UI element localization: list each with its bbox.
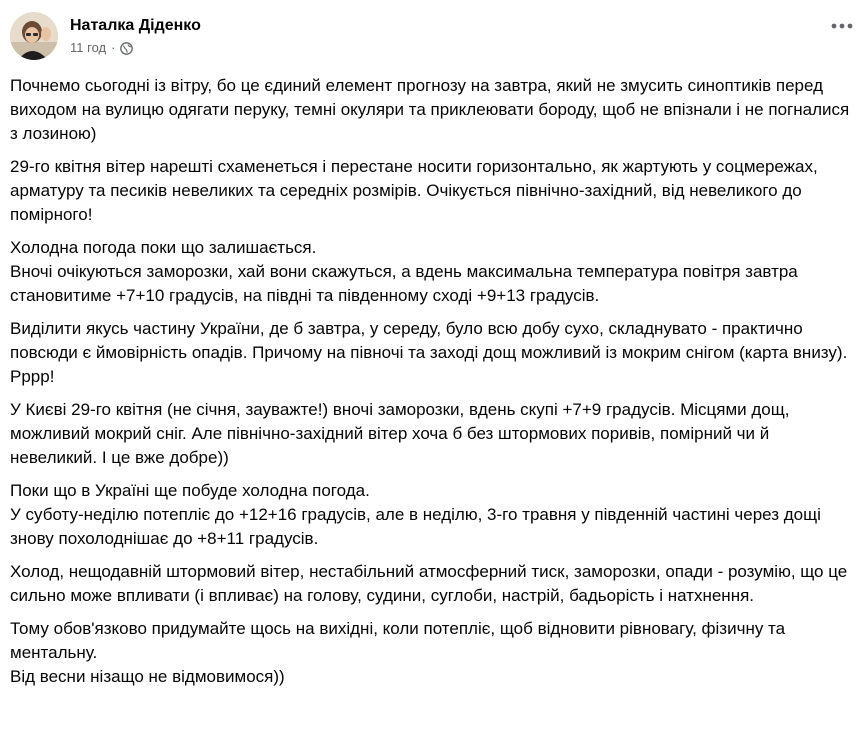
more-options-icon[interactable] bbox=[824, 14, 860, 38]
post-paragraph bbox=[10, 617, 856, 689]
post-meta bbox=[70, 12, 201, 56]
post-timestamp[interactable]: 11 год bbox=[70, 40, 107, 55]
paragraph-line: Виділити якусь частину України, де б завтра, у середу, було всю добу сухо, складнувато - практично повсюди є ймовірність опадів. Причому на півночі та заході дощ можливий із мокрим снігом (карта внизу). Рррр! bbox=[10, 319, 848, 386]
post-body bbox=[10, 74, 856, 698]
paragraph-line: Поки що в Україні ще побуде холодна погода. bbox=[10, 481, 370, 500]
paragraph-line: У Києві 29-го квітня (не січня, зауважте!) вночі заморозки, вдень скупі +7+9 градусів. Місцями дощ, можливий мокрий сніг. Але північно-західний вітер хоча б без штормових поривів, помірний чи й невеликий. І це вже добре)) bbox=[10, 400, 790, 467]
post-header bbox=[10, 12, 848, 68]
author-avatar[interactable] bbox=[10, 12, 58, 60]
post-paragraph bbox=[10, 74, 856, 146]
post-paragraph bbox=[10, 317, 856, 389]
paragraph-line: Холодна погода поки що залишається. bbox=[10, 238, 317, 257]
post-paragraph bbox=[10, 236, 856, 308]
post-paragraph bbox=[10, 560, 856, 608]
paragraph-line: У суботу-неділю потепліє до +12+16 градусів, але в неділю, 3-го травня у південній частині через дощі знову похолоднішає до +8+11 градусів. bbox=[10, 505, 821, 548]
author-name[interactable]: Наталка Діденко bbox=[70, 17, 201, 34]
paragraph-line: Почнемо сьогодні із вітру, бо це єдиний елемент прогнозу на завтра, який не змусить синоптиків перед виходом на вулицю одягати перуку, темні окуляри та приклеювати бороду, щоб не впізнали і не погналися з лозиною) bbox=[10, 76, 850, 143]
paragraph-line: Від весни нізащо не відмовимося)) bbox=[10, 667, 285, 686]
paragraph-line: Холод, нещодавній штормовий вітер, нестабільний атмосферний тиск, заморозки, опади - розумію, що це сильно може впливати (і впливає) на голову, судини, суглоби, настрій, бадьорість і натхнення. bbox=[10, 562, 848, 605]
post-paragraph bbox=[10, 155, 856, 227]
paragraph-line: Тому обов'язково придумайте щось на вихідні, коли потепліє, щоб відновити рівновагу, фізичну та ментальну. bbox=[10, 619, 786, 662]
paragraph-line: Вночі очікуються заморозки, хай вони скажуться, а вдень максимальна температура повітря завтра становитиме +7+10 градусів, на півдні та південному сході +9+13 градусів. bbox=[10, 262, 798, 305]
post-subline bbox=[70, 40, 201, 56]
avatar-photo bbox=[10, 12, 58, 60]
post-paragraph bbox=[10, 479, 856, 551]
paragraph-line: 29-го квітня вітер нарешті схаменеться і перестане носити горизонтально, як жартують у соцмережах, арматуру та песиків невеликих та середніх розмірів. Очікується північно-західний, від невеликого до помірного! bbox=[10, 157, 818, 224]
separator-dot: · bbox=[111, 40, 116, 55]
globe-icon bbox=[120, 42, 133, 55]
post-paragraph bbox=[10, 398, 856, 470]
